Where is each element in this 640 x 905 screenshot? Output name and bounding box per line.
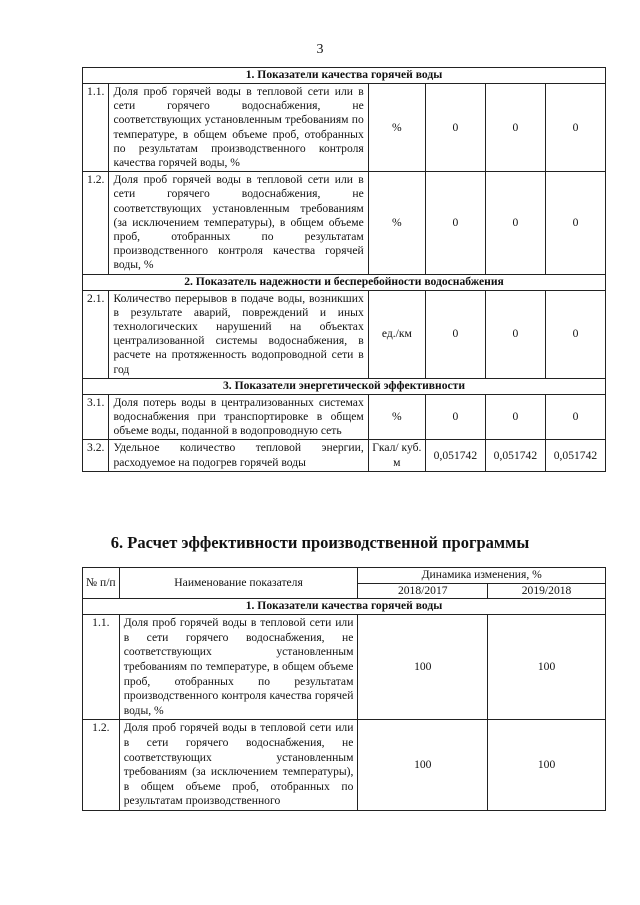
- row-value: 0: [545, 172, 605, 274]
- table-row: [83, 394, 606, 440]
- header-col-2018: 2018/2017: [358, 583, 488, 599]
- row-unit: %: [368, 172, 425, 274]
- row-value: 0: [425, 172, 485, 274]
- header-name: Наименование показателя: [119, 568, 358, 599]
- table-row: [83, 172, 606, 274]
- header-col-2019: 2019/2018: [488, 583, 606, 599]
- row-number: 3.2.: [83, 440, 109, 471]
- row-value: 0: [545, 290, 605, 378]
- row-description: Доля проб горячей воды в тепловой сети или в сети горячего водоснабжения, не соответствующих установленным требованиям по температуре, в общем объеме проб, отобранных по результатам производственного контроля качества горячей воды, %: [109, 84, 368, 172]
- table-row: [83, 290, 606, 378]
- row-description: Доля проб горячей воды в тепловой сети или в сети горячего водоснабжения, не соответствующих установленным требованиям (за исключением температуры), в общем объеме проб, отобранных по результатам производственного: [119, 720, 358, 811]
- row-number: 1.2.: [83, 720, 120, 811]
- section-header: 3. Показатели энергетической эффективности: [83, 378, 606, 394]
- row-value: 0,051742: [545, 440, 605, 471]
- row-value: 100: [358, 720, 488, 811]
- row-unit: %: [368, 84, 425, 172]
- row-value: 0: [485, 290, 545, 378]
- row-description: Доля проб горячей воды в тепловой сети или в сети горячего водоснабжения, не соответствующих установленным требованиям по температуре, в общем объеме проб, отобранных по результатам производственного контроля качества горячей воды, %: [119, 615, 358, 720]
- row-value: 0,051742: [485, 440, 545, 471]
- row-number: 3.1.: [83, 394, 109, 440]
- page-number: 3: [316, 42, 324, 57]
- table-row: [83, 84, 606, 172]
- row-value: 0: [485, 84, 545, 172]
- row-number: 1.1.: [83, 84, 109, 172]
- row-value: 0: [545, 394, 605, 440]
- row-value: 0,051742: [425, 440, 485, 471]
- row-description: Удельное количество тепловой энергии, расходуемое на подогрев горячей воды: [109, 440, 368, 471]
- row-number: 2.1.: [83, 290, 109, 378]
- section-header: 1. Показатели качества горячей воды: [83, 68, 606, 84]
- table-row: [83, 615, 606, 720]
- section-header: 1. Показатели качества горячей воды: [83, 599, 606, 615]
- row-value: 0: [485, 172, 545, 274]
- section-header: 2. Показатель надежности и бесперебойности водоснабжения: [83, 274, 606, 290]
- row-unit: %: [368, 394, 425, 440]
- efficiency-table: [82, 567, 606, 811]
- row-value: 0: [425, 290, 485, 378]
- row-unit: Гкал/ куб. м: [368, 440, 425, 471]
- row-value: 0: [485, 394, 545, 440]
- row-value: 0: [425, 394, 485, 440]
- row-value: 100: [488, 720, 606, 811]
- row-description: Количество перерывов в подаче воды, возникших в результате аварий, повреждений и иных технологических нарушений на объектах централизованной системы водоснабжения, в расчете на протяженность водопроводной сети в год: [109, 290, 368, 378]
- row-description: Доля проб горячей воды в тепловой сети или в сети горячего водоснабжения, не соответствующих установленным требованиям (за исключением температуры), в общем объеме проб, отобранных по результатам производственного контроля качества горячей воды, %: [109, 172, 368, 274]
- indicators-table: [82, 67, 606, 472]
- row-value: 0: [545, 84, 605, 172]
- row-number: 1.2.: [83, 172, 109, 274]
- row-description: Доля потерь воды в централизованных системах водоснабжения при транспортировке в общем объеме воды, поданной в водопроводную сеть: [109, 394, 368, 440]
- section-title: 6. Расчет эффективности производственной программы: [110, 533, 530, 552]
- table-row: [83, 720, 606, 811]
- row-value: 0: [425, 84, 485, 172]
- table-row: [83, 440, 606, 471]
- header-number: № п/п: [83, 568, 120, 599]
- row-value: 100: [358, 615, 488, 720]
- row-number: 1.1.: [83, 615, 120, 720]
- row-unit: ед./км: [368, 290, 425, 378]
- header-dynamics: Динамика изменения, %: [358, 568, 606, 584]
- row-value: 100: [488, 615, 606, 720]
